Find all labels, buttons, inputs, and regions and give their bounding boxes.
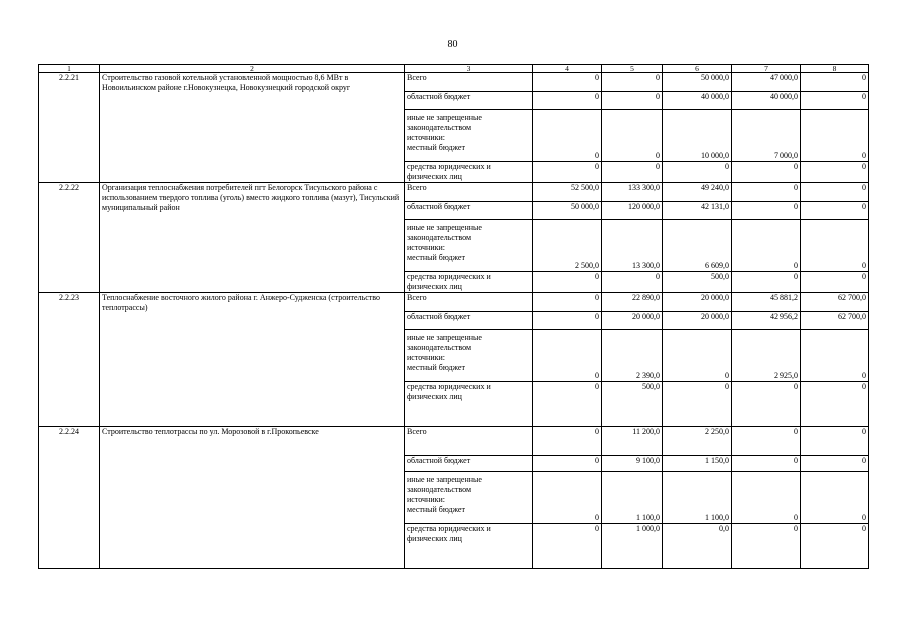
source-label-cell <box>405 330 533 382</box>
source-label-local: местный бюджет <box>407 505 465 514</box>
value-total: 0 <box>801 427 869 456</box>
value-total: 0 <box>533 73 602 92</box>
value-legal: 0 <box>533 272 602 293</box>
value-local: 0 <box>801 220 869 272</box>
project-name: Организация теплоснабжения потребителей пгт Белогорск Тисульского района с использованием твердого топлива (уголь) вместо жидкого топлива (мазут), Тисульский муниципальный район <box>100 183 405 293</box>
value-legal: 0 <box>801 382 869 427</box>
value-local: 0 <box>602 110 663 162</box>
value-total: 0 <box>533 293 602 312</box>
source-label-other: иные не запрещенные законодательством источники: <box>407 113 482 142</box>
value-total: 0 <box>732 183 801 202</box>
value-total: 45 881,2 <box>732 293 801 312</box>
value-total: 0 <box>533 427 602 456</box>
value-legal: 0 <box>533 162 602 183</box>
value-regional: 20 000,0 <box>602 312 663 330</box>
value-regional: 9 100,0 <box>602 456 663 472</box>
column-header: 2 <box>100 65 405 73</box>
value-total: 0 <box>801 73 869 92</box>
value-legal: 0 <box>732 382 801 427</box>
value-legal: 0 <box>801 524 869 569</box>
value-local: 0 <box>533 472 602 524</box>
value-local: 0 <box>801 472 869 524</box>
value-regional: 62 700,0 <box>801 312 869 330</box>
value-regional: 0 <box>801 456 869 472</box>
column-header: 8 <box>801 65 869 73</box>
value-legal: 1 000,0 <box>602 524 663 569</box>
source-label-regional: областной бюджет <box>405 312 533 330</box>
value-local: 0 <box>801 110 869 162</box>
value-total: 47 000,0 <box>732 73 801 92</box>
value-legal: 0 <box>663 162 732 183</box>
value-local: 2 500,0 <box>533 220 602 272</box>
value-total: 2 250,0 <box>663 427 732 456</box>
value-legal: 0 <box>602 162 663 183</box>
value-local: 0 <box>732 220 801 272</box>
value-legal: 0,0 <box>663 524 732 569</box>
source-label-cell <box>405 220 533 272</box>
project-number: 2.2.21 <box>39 73 100 183</box>
value-local: 0 <box>533 330 602 382</box>
value-total: 133 300,0 <box>602 183 663 202</box>
column-header: 6 <box>663 65 732 73</box>
source-label-total: Всего <box>405 73 533 92</box>
value-total: 62 700,0 <box>801 293 869 312</box>
source-label-total: Всего <box>405 183 533 202</box>
page-number: 80 <box>447 39 458 50</box>
value-total: 0 <box>801 183 869 202</box>
value-legal: 0 <box>801 162 869 183</box>
value-regional: 120 000,0 <box>602 202 663 220</box>
value-local: 1 100,0 <box>663 472 732 524</box>
table-row <box>39 183 869 202</box>
value-regional: 50 000,0 <box>533 202 602 220</box>
source-label-total: Всего <box>405 293 533 312</box>
value-local: 0 <box>533 110 602 162</box>
value-total: 0 <box>732 427 801 456</box>
value-legal: 500,0 <box>602 382 663 427</box>
source-label-local: местный бюджет <box>407 363 465 372</box>
value-legal: 0 <box>732 272 801 293</box>
value-local: 7 000,0 <box>732 110 801 162</box>
value-legal: 0 <box>732 162 801 183</box>
source-label-legal: средства юридических и физических лиц <box>405 272 533 293</box>
project-name: Строительство теплотрассы по ул. Морозовой в г.Прокопьевске <box>100 427 405 569</box>
value-regional: 0 <box>533 92 602 110</box>
value-legal: 0 <box>663 382 732 427</box>
source-label-cell <box>405 110 533 162</box>
budget-table <box>38 64 869 569</box>
table-row <box>39 73 869 92</box>
source-label-other: иные не запрещенные законодательством источники: <box>407 333 482 362</box>
project-name: Строительство газовой котельной установленной мощностью 8,6 МВт в Новоильинском районе г.Новокузнецка, Новокузнецкий городской округ <box>100 73 405 183</box>
value-total: 49 240,0 <box>663 183 732 202</box>
value-regional: 42 956,2 <box>732 312 801 330</box>
project-name: Теплоснабжение восточного жилого района г. Анжеро-Судженска (строительство теплотрассы) <box>100 293 405 427</box>
value-local: 2 925,0 <box>732 330 801 382</box>
value-legal: 0 <box>533 524 602 569</box>
source-label-cell <box>405 472 533 524</box>
project-number: 2.2.24 <box>39 427 100 569</box>
value-total: 20 000,0 <box>663 293 732 312</box>
value-local: 6 609,0 <box>663 220 732 272</box>
value-regional: 0 <box>801 92 869 110</box>
source-label-total: Всего <box>405 427 533 456</box>
value-local: 13 300,0 <box>602 220 663 272</box>
value-regional: 0 <box>533 456 602 472</box>
column-header: 1 <box>39 65 100 73</box>
source-label-legal: средства юридических и физических лиц <box>405 162 533 183</box>
table-row <box>39 293 869 312</box>
value-regional: 40 000,0 <box>732 92 801 110</box>
value-legal: 500,0 <box>663 272 732 293</box>
source-label-legal: средства юридических и физических лиц <box>405 524 533 569</box>
column-header: 7 <box>732 65 801 73</box>
value-legal: 0 <box>533 382 602 427</box>
source-label-other: иные не запрещенные законодательством источники: <box>407 475 482 504</box>
column-header: 4 <box>533 65 602 73</box>
source-label-regional: областной бюджет <box>405 456 533 472</box>
value-local: 1 100,0 <box>602 472 663 524</box>
value-legal: 0 <box>602 272 663 293</box>
project-number: 2.2.22 <box>39 183 100 293</box>
column-header: 5 <box>602 65 663 73</box>
value-legal: 0 <box>732 524 801 569</box>
value-regional: 0 <box>602 92 663 110</box>
source-label-regional: областной бюджет <box>405 202 533 220</box>
value-local: 10 000,0 <box>663 110 732 162</box>
column-header: 3 <box>405 65 533 73</box>
value-regional: 42 131,0 <box>663 202 732 220</box>
value-local: 0 <box>801 330 869 382</box>
value-local: 0 <box>663 330 732 382</box>
value-regional: 20 000,0 <box>663 312 732 330</box>
value-regional: 40 000,0 <box>663 92 732 110</box>
value-total: 22 890,0 <box>602 293 663 312</box>
value-regional: 0 <box>801 202 869 220</box>
value-regional: 0 <box>732 456 801 472</box>
value-regional: 0 <box>533 312 602 330</box>
source-label-local: местный бюджет <box>407 253 465 262</box>
value-total: 50 000,0 <box>663 73 732 92</box>
value-regional: 1 150,0 <box>663 456 732 472</box>
source-label-legal: средства юридических и физических лиц <box>405 382 533 427</box>
source-label-regional: областной бюджет <box>405 92 533 110</box>
value-local: 0 <box>732 472 801 524</box>
value-total: 52 500,0 <box>533 183 602 202</box>
value-total: 0 <box>602 73 663 92</box>
value-total: 11 200,0 <box>602 427 663 456</box>
value-local: 2 390,0 <box>602 330 663 382</box>
project-number: 2.2.23 <box>39 293 100 427</box>
value-regional: 0 <box>732 202 801 220</box>
source-label-other: иные не запрещенные законодательством источники: <box>407 223 482 252</box>
value-legal: 0 <box>801 272 869 293</box>
source-label-local: местный бюджет <box>407 143 465 152</box>
table-row <box>39 427 869 456</box>
column-header-row <box>39 65 869 73</box>
